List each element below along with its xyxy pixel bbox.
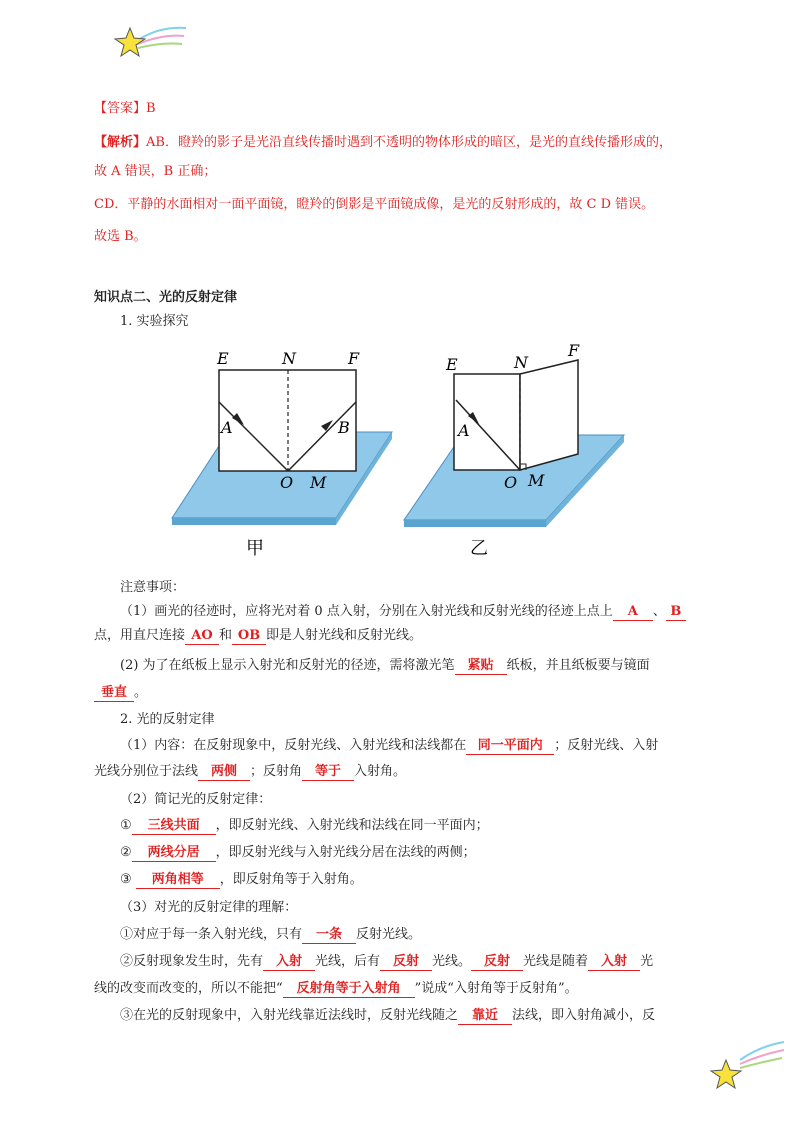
law-text: 线的改变而改变的，所以不能把“ [94, 981, 283, 996]
note-1-line-2 [94, 626, 422, 646]
law-text: 反射光线。 [356, 927, 422, 942]
section-sub-experiment: 1. 实验探究 [120, 314, 189, 329]
figure-right [400, 340, 630, 565]
star-icon [115, 28, 145, 56]
answer-line: 【答案】B [94, 101, 156, 116]
law-text: ”说成“入射角等于反射角”。 [414, 981, 578, 996]
label-N: N [282, 349, 296, 368]
label-E: E [446, 355, 458, 374]
law-understanding-heading: （3）对光的反射定律的理解： [120, 900, 298, 915]
answer-blank: A [613, 604, 653, 621]
law-understanding-2-line-2 [94, 979, 578, 999]
star-decoration-top [108, 22, 188, 62]
law-rule-2 [120, 843, 476, 863]
law-text: 光线是随着 [523, 954, 589, 969]
law-text: 光 [640, 954, 654, 969]
figure-left [168, 340, 398, 565]
law-text: 法线，即入射角减小，反 [512, 1008, 656, 1023]
label-O: O [504, 473, 518, 492]
rule-number: ② [120, 845, 132, 860]
law-text: ，即反射角等于入射角。 [219, 872, 363, 887]
analysis-line-1 [94, 133, 672, 153]
label-M: M [310, 473, 327, 492]
note-2-line-1 [120, 656, 650, 676]
note-text: 。 [134, 685, 148, 700]
law-text: 入射角。 [354, 764, 407, 779]
answer-blank: 等于 [302, 764, 354, 781]
law-content-line-1 [120, 736, 658, 756]
star-tail-icon [138, 28, 186, 40]
law-text: ，即反射光线与入射光线分居在法线的两侧； [215, 845, 476, 860]
answer-blank: AO [185, 628, 219, 645]
star-icon [711, 1060, 741, 1088]
law-text: 光线。 [432, 954, 472, 969]
answer-blank: 反射 [471, 954, 523, 971]
label-F: F [348, 349, 360, 368]
answer-blank: 两侧 [198, 764, 250, 781]
label-F: F [568, 341, 580, 360]
note-text: 和 [219, 628, 233, 643]
note-text: 即是人射光线和反射光线。 [266, 628, 423, 643]
label-E: E [217, 349, 229, 368]
law-text: ③在光的反射现象中，入射光线靠近法线时，反射光线随之 [120, 1008, 459, 1023]
answer-blank: 紧贴 [455, 658, 507, 675]
answer-blank: 同一平面内 [466, 738, 554, 755]
answer-blank: 一条 [302, 927, 356, 944]
figure-caption-right: 乙 [470, 538, 488, 559]
note-text: （1）画光的径迹时，应将光对着 0 点入射，分别在入射光线和反射光线的径迹上点上 [120, 604, 613, 619]
answer-blank: 两角相等 [136, 872, 220, 889]
law-rule-1 [120, 816, 489, 836]
law-text: ①对应于每一条入射光线，只有 [120, 927, 303, 942]
note-2-line-2 [94, 683, 147, 703]
law-summary-heading: （2）简记光的反射定律： [120, 792, 272, 807]
analysis-text-1: AB．瞪羚的影子是光沿直线传播时遇到不透明的物体形成的暗区，是光的直线传播形成的， [146, 135, 672, 150]
law-rule-3 [120, 870, 363, 890]
answer-blank: 入射 [263, 954, 315, 971]
law-text: ②反射现象发生时，先有 [120, 954, 264, 969]
law-text: ，即反射光线、入射光线和法线在同一平面内； [215, 818, 489, 833]
note-1-line-1 [120, 602, 686, 622]
law-understanding-1 [120, 925, 421, 945]
note-text: 、 [652, 604, 666, 619]
answer-blank: 三线共面 [132, 818, 216, 835]
note-text: (2) 为了在纸板上显示入射光和反射光的径迹，需将激光笔 [120, 658, 455, 673]
law-content-line-2 [94, 762, 406, 782]
note-text: 纸板，并且纸板要与镜面 [506, 658, 650, 673]
answer-blank: 两线分居 [132, 845, 216, 862]
law-heading: 2. 光的反射定律 [120, 712, 215, 727]
analysis-line-3: CD．平静的水面相对一面平面镜，瞪羚的倒影是平面镜成像，是光的反射形成的，故 C D 错误。 [94, 197, 655, 212]
answer-blank: 垂直 [94, 685, 134, 702]
answer-blank: 靠近 [458, 1008, 512, 1025]
label-M: M [528, 471, 545, 490]
label-N: N [514, 353, 528, 372]
label-A: A [458, 421, 470, 440]
law-text: ；反射光线、入射 [554, 738, 659, 753]
figure-caption-left: 甲 [246, 538, 264, 559]
star-decoration-bottom [708, 1030, 788, 1090]
law-understanding-3 [120, 1006, 655, 1026]
paper-board-folded [520, 360, 578, 470]
law-text: ；反射角 [250, 764, 303, 779]
section-title: 知识点二、光的反射定律 [94, 290, 238, 305]
notes-heading: 注意事项： [120, 580, 186, 595]
answer-blank: 反射角等于入射角 [283, 981, 415, 998]
label-A: A [221, 418, 233, 437]
analysis-tag: 【解析】 [94, 135, 147, 150]
law-text: 光线，后有 [315, 954, 381, 969]
rule-number: ① [120, 818, 132, 833]
answer-blank: B [666, 604, 686, 621]
analysis-line-4: 故选 B。 [94, 229, 147, 244]
rule-number: ③ [120, 872, 132, 887]
label-O: O [280, 473, 294, 492]
answer-blank: 反射 [380, 954, 432, 971]
law-text: （1）内容：在反射现象中，反射光线、入射光线和法线都在 [120, 738, 467, 753]
label-B: B [338, 418, 350, 437]
answer-blank: OB [232, 628, 266, 645]
law-text: 光线分别位于法线 [94, 764, 199, 779]
analysis-line-2: 故 A 错误，B 正确； [94, 164, 217, 179]
answer-blank: 入射 [588, 954, 640, 971]
note-text: 点，用直尺连接 [94, 628, 186, 643]
law-understanding-2-line-1 [120, 952, 653, 972]
